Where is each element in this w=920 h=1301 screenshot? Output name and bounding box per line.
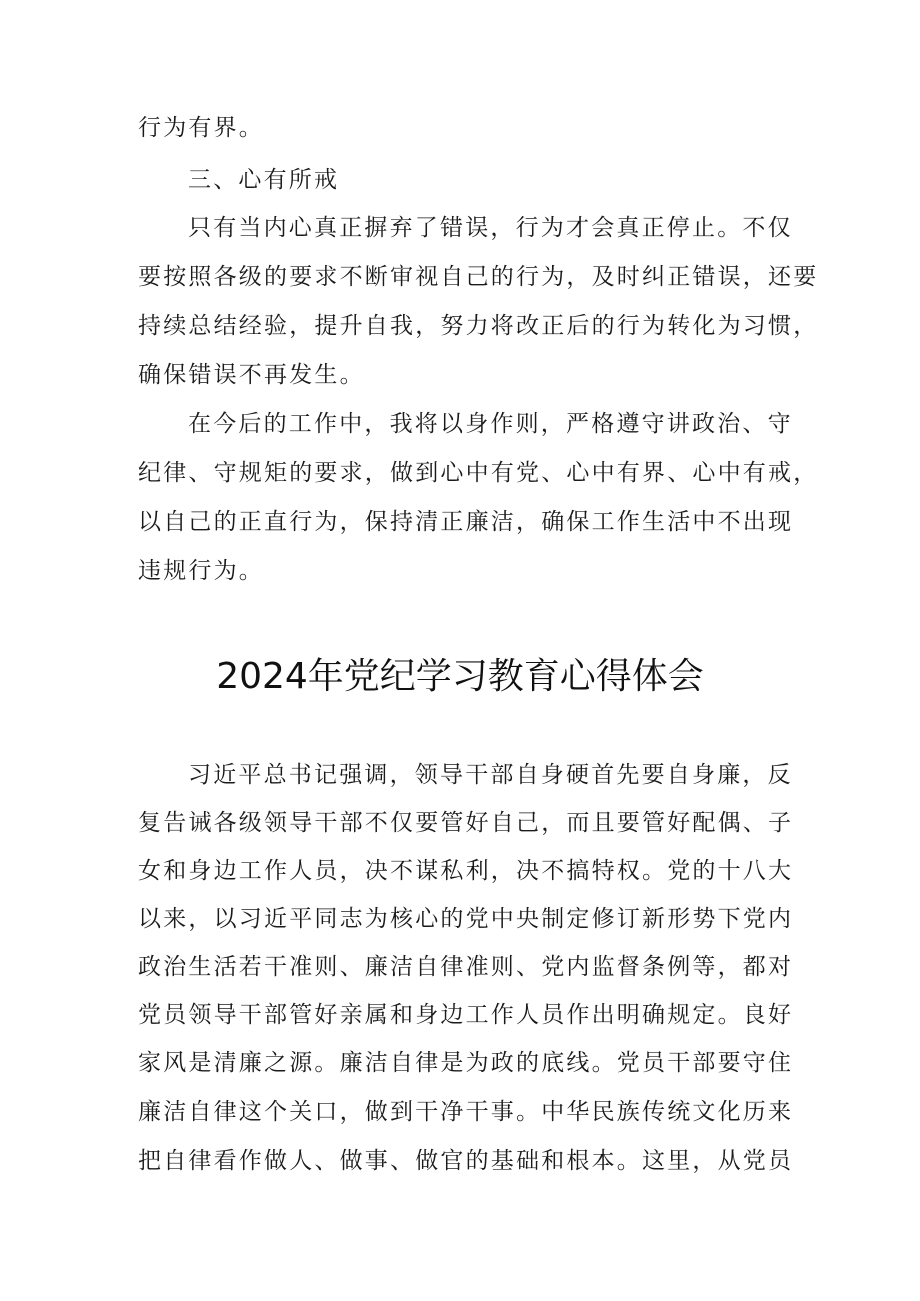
paragraph-tail-line: 行为有界。 [138,115,264,141]
paragraph-line: 复告诫各级领导干部不仅要管好自己，而且要管好配偶、子 [138,810,794,836]
paragraph-line: 廉洁自律这个关口，做到干净干事。中华民族传统文化历来 [138,1099,794,1125]
paragraph-line: 把自律看作做人、做事、做官的基础和根本。这里，从党员 [138,1148,794,1174]
paragraph-line: 政治生活若干准则、廉洁自律准则、党内监督条例等，都对 [138,954,794,980]
paragraph-line: 女和身边工作人员，决不谋私利，决不搞特权。党的十八大 [138,858,794,884]
paragraph-line: 以来，以习近平同志为核心的党中央制定修订新形势下党内 [138,906,794,932]
paragraph-line: 要按照各级的要求不断审视自己的行为，及时纠正错误，还要 [138,264,819,290]
paragraph-line: 确保错误不再发生。 [138,362,365,388]
paragraph-line: 家风是清廉之源。廉洁自律是为政的底线。党员干部要守住 [138,1050,794,1076]
paragraph-line: 习近平总书记强调，领导干部自身硬首先要自身廉，反 [188,762,793,788]
paragraph-line: 持续总结经验，提升自我，努力将改正后的行为转化为习惯， [138,313,819,339]
paragraph-line: 在今后的工作中，我将以身作则，严格遵守讲政治、守 [188,411,793,437]
paragraph-line: 违规行为。 [138,558,264,584]
document-title: 2024年党纪学习教育心得体会 [216,656,704,697]
paragraph-line: 纪律、守规矩的要求，做到心中有党、心中有界、心中有戒， [138,460,819,486]
section-heading: 三、心有所戒 [188,167,340,193]
paragraph-line: 只有当内心真正摒弃了错误，行为才会真正停止。不仅 [188,215,793,241]
paragraph-line: 党员领导干部管好亲属和身边工作人员作出明确规定。良好 [138,1002,794,1028]
paragraph-line: 以自己的正直行为，保持清正廉洁，确保工作生活中不出现 [138,509,794,535]
